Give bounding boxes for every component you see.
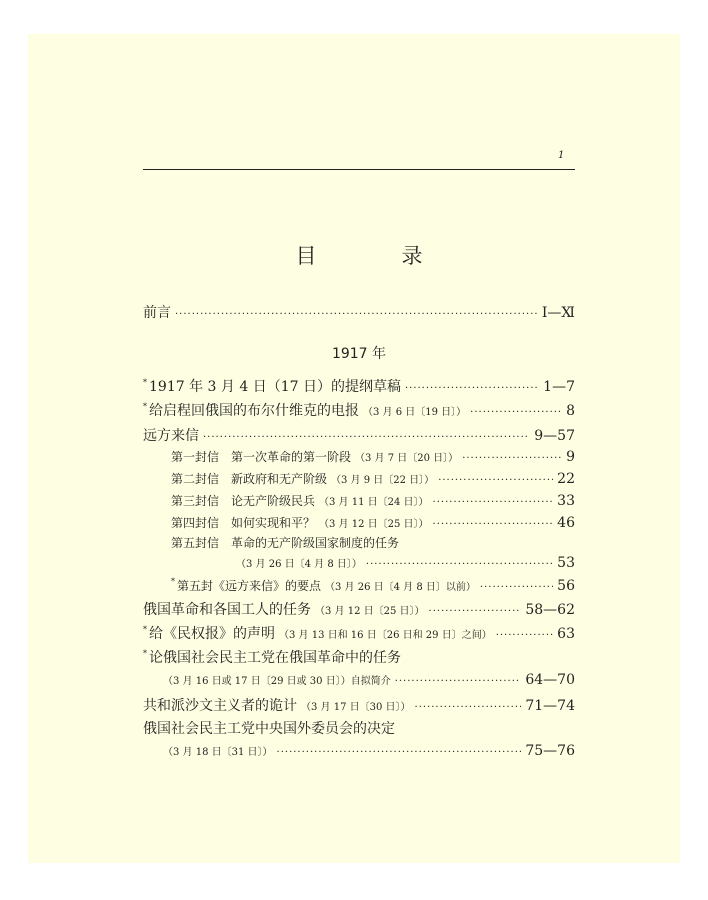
toc-entry-title: 给《民权报》的声明 bbox=[149, 626, 275, 642]
toc-entry-title: 前言 bbox=[143, 305, 171, 321]
toc-entry-continuation[interactable] bbox=[163, 672, 575, 688]
dot-leader bbox=[470, 407, 562, 418]
toc-entry-pages: 9—57 bbox=[534, 428, 575, 444]
dot-leader bbox=[438, 475, 553, 486]
toc-entry-date: （3 月 12 日〔25 日〕） bbox=[319, 519, 429, 530]
toc-entry-date: （3 月 11 日〔24 日〕） bbox=[319, 497, 429, 508]
dot-leader bbox=[415, 702, 522, 713]
toc-entry-title: 第五封信 革命的无产阶级国家制度的任务 bbox=[171, 536, 400, 550]
toc-entry[interactable] bbox=[143, 400, 575, 420]
toc-entry-pages: 71—74 bbox=[525, 698, 575, 714]
dot-leader bbox=[175, 309, 538, 320]
toc-entry[interactable] bbox=[143, 718, 395, 738]
dot-leader bbox=[203, 432, 530, 443]
toc-entry-pages: 58—62 bbox=[525, 602, 575, 618]
dot-leader bbox=[366, 559, 553, 570]
toc-entry-pages: 22 bbox=[557, 471, 575, 487]
toc-entry-pages: 8 bbox=[566, 403, 575, 419]
asterisk-mark: * bbox=[143, 625, 147, 634]
toc-entry-date: （3 月 7 日〔20 日〕） bbox=[355, 453, 459, 464]
toc-entry[interactable] bbox=[143, 695, 575, 715]
toc-entry-continuation[interactable] bbox=[163, 743, 575, 759]
toc-entry-pages: 64—70 bbox=[525, 672, 575, 688]
toc-entry-title: 第四封信 如何实现和平？ bbox=[171, 516, 316, 530]
toc-subentry-continuation[interactable] bbox=[236, 555, 575, 571]
toc-entry-title: 论俄国社会民主工党在俄国革命中的任务 bbox=[149, 650, 401, 666]
toc-entry-date: （3 月 17 日〔30 日〕） bbox=[301, 702, 411, 713]
page-number: 1 bbox=[558, 150, 565, 161]
asterisk-mark: * bbox=[171, 577, 175, 586]
toc-entry-pages: 53 bbox=[557, 555, 575, 571]
toc-entry-title: 第一封信 第一次革命的第一阶段 bbox=[171, 450, 352, 464]
toc-entry-date: （3 月 13 日和 16 日〔26 日和 29 日〕之间） bbox=[279, 630, 492, 641]
toc-entry-date: （3 月 18 日〔31 日〕） bbox=[163, 747, 273, 758]
toc-entry[interactable] bbox=[143, 623, 575, 643]
toc-entry-pages: 33 bbox=[557, 493, 575, 509]
asterisk-mark: * bbox=[143, 402, 147, 411]
toc-entry-date: （3 月 9 日〔22 日〕） bbox=[331, 475, 435, 486]
dot-leader bbox=[462, 453, 562, 464]
dot-leader bbox=[277, 747, 522, 758]
year-heading: 1917 年 bbox=[331, 346, 387, 362]
toc-subentry[interactable] bbox=[171, 448, 575, 465]
toc-entry-pages: 9 bbox=[566, 449, 575, 465]
toc-entry[interactable] bbox=[143, 425, 575, 445]
toc-entry-title: 俄国革命和各国工人的任务 bbox=[143, 602, 311, 618]
dot-leader bbox=[433, 497, 554, 508]
toc-entry-title: 远方来信 bbox=[143, 428, 199, 444]
toc-entry-date: （3 月 16 日或 17 日〔29 日或 30 日〕）自拟简介 bbox=[163, 676, 391, 687]
toc-entry-pages: Ⅰ—Ⅺ bbox=[541, 305, 575, 321]
toc-entry-title: 给启程回俄国的布尔什维克的电报 bbox=[149, 403, 359, 419]
toc-subentry[interactable] bbox=[171, 534, 399, 551]
toc-entry-pages: 56 bbox=[557, 578, 575, 594]
toc-entry-title: 1917 年 3 月 4 日（17 日）的提纲草稿 bbox=[149, 379, 401, 395]
dot-leader bbox=[429, 606, 522, 617]
asterisk-mark: * bbox=[143, 649, 147, 658]
toc-entry-title: 共和派沙文主义者的诡计 bbox=[143, 698, 297, 714]
toc-entry-title: 第二封信 新政府和无产阶级 bbox=[171, 472, 328, 486]
dot-leader bbox=[405, 383, 539, 394]
toc-subentry[interactable] bbox=[171, 492, 575, 509]
dot-leader bbox=[496, 630, 553, 641]
page-title: 目 录 bbox=[295, 244, 455, 268]
toc-entry-title: 俄国社会民主工党中央国外委员会的决定 bbox=[143, 721, 395, 737]
toc-entry[interactable] bbox=[143, 647, 401, 667]
toc-entry-title: 第三封信 论无产阶级民兵 bbox=[171, 494, 316, 508]
asterisk-mark: * bbox=[143, 378, 147, 387]
toc-subentry[interactable] bbox=[171, 514, 575, 531]
toc-entry-preface[interactable] bbox=[143, 302, 575, 322]
dot-leader bbox=[395, 676, 522, 687]
toc-entry[interactable] bbox=[143, 376, 575, 396]
toc-entry-pages: 75—76 bbox=[525, 743, 575, 759]
toc-entry[interactable] bbox=[143, 599, 575, 619]
toc-entry-pages: 1—7 bbox=[543, 379, 575, 395]
toc-entry-date: （3 月 6 日〔19 日〕） bbox=[363, 407, 467, 418]
dot-leader bbox=[433, 519, 554, 530]
toc-entry-date: （3 月 26 日〔4 月 8 日〕） bbox=[236, 559, 362, 570]
toc-entry-pages: 63 bbox=[557, 626, 575, 642]
toc-subentry[interactable] bbox=[171, 577, 575, 594]
toc-subentry[interactable] bbox=[171, 470, 575, 487]
dot-leader bbox=[480, 582, 553, 593]
toc-entry-pages: 46 bbox=[557, 515, 575, 531]
toc-entry-date: （3 月 12 日〔25 日〕） bbox=[315, 606, 425, 617]
toc-entry-title: 第五封《远方来信》的要点 bbox=[177, 579, 322, 593]
toc-entry-date: （3 月 26 日〔4 月 8 日〕以前） bbox=[325, 582, 476, 593]
